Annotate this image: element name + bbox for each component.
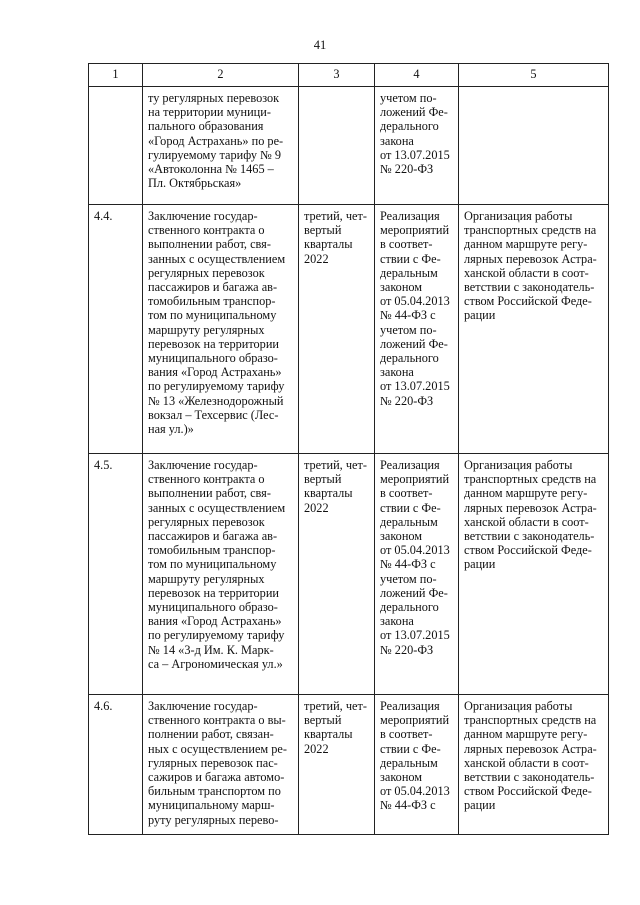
cell-text-line: дерального: [380, 119, 439, 134]
cell-text-line: ственного контракта о вы-: [148, 713, 286, 728]
cell-text-line: дерального: [380, 351, 439, 366]
cell-text-line: № 220-ФЗ: [380, 393, 434, 408]
cell-text-line: полнении работ, связан-: [148, 727, 274, 742]
cell-text-line: данном маршруте регу-: [464, 237, 588, 252]
cell-text-line: том по муниципальному: [148, 308, 277, 323]
cell-text-line: регулярных перевозок: [148, 514, 265, 529]
cell-text-line: муниципального образо-: [148, 351, 278, 366]
cell-text-line: № 44-ФЗ с: [380, 557, 436, 572]
cell-text-line: перевозок на территории: [148, 585, 279, 600]
cell-text-line: ветствии с законодатель-: [464, 529, 595, 544]
cell-text-line: ложений Фе-: [380, 585, 448, 600]
cell-number: [89, 87, 143, 205]
cell-result: [459, 205, 609, 454]
cell-text-line: томобильным транспор-: [148, 294, 276, 309]
cell-text-line: дерального: [380, 600, 439, 615]
cell-text-line: учетом по-: [380, 322, 437, 337]
cell-text-line: транспортных средств на: [464, 713, 597, 728]
page-number: 41: [313, 38, 327, 52]
header-col-2: 2: [143, 64, 299, 87]
cell-text-line: ложений Фе-: [380, 336, 448, 351]
cell-text-line: лярных перевозок Астра-: [464, 500, 597, 515]
cell-text-line: 2022: [304, 500, 329, 515]
table-row-continuation: [89, 87, 609, 205]
cell-text-line: законом: [380, 280, 423, 295]
cell-text-line: данном маршруте регу-: [464, 486, 588, 501]
cell-text-line: рации: [464, 557, 496, 572]
cell-text-line: № 44-ФЗ с: [380, 308, 436, 323]
cell-text-line: ту регулярных перевозок: [148, 91, 280, 105]
cell-text-line: мероприятий: [380, 713, 450, 728]
cell-text-line: муниципальному марш-: [148, 798, 275, 813]
cell-text-line: в соответ-: [380, 486, 433, 501]
cell-text-line: законом: [380, 529, 423, 544]
measures-table: [88, 63, 609, 835]
cell-result: [459, 695, 609, 835]
cell-text-line: от 05.04.2013: [380, 543, 450, 558]
cell-text-line: руту регулярных перево-: [148, 812, 279, 827]
cell-action: [143, 205, 299, 454]
cell-text-line: ветствии с законодатель-: [464, 280, 595, 295]
cell-text-line: гулярных перевозок пас-: [148, 755, 278, 770]
cell-text-line: ветствии с законодатель-: [464, 770, 595, 785]
cell-text-line: Пл. Октябрьская»: [148, 176, 242, 191]
cell-text-line: вания «Город Астрахань»: [148, 614, 282, 629]
cell-text-line: Организация работы: [464, 699, 573, 713]
cell-result: [459, 454, 609, 695]
cell-text-line: мероприятий: [380, 223, 450, 238]
cell-legal-basis: [375, 205, 459, 454]
cell-text-line: закона: [380, 365, 414, 380]
cell-text-line: вертый: [304, 472, 342, 487]
cell-text-line: от 13.07.2015: [380, 628, 450, 643]
cell-text-line: ствии с Фе-: [380, 251, 441, 266]
header-col-1: 1: [89, 64, 143, 87]
cell-text-line: са – Агрономическая ул.»: [148, 656, 283, 671]
cell-text-line: вертый: [304, 713, 342, 728]
cell-legal-basis: [375, 87, 459, 205]
cell-text-line: ханской области в соот-: [464, 265, 589, 280]
cell-text-line: учетом по-: [380, 571, 437, 586]
cell-text-line: кварталы: [304, 486, 353, 501]
cell-text-line: третий, чет-: [304, 209, 367, 223]
cell-text-line: мероприятий: [380, 472, 450, 487]
cell-text-line: пального образования: [148, 119, 264, 134]
cell-text-line: закона: [380, 614, 414, 629]
cell-legal-basis: [375, 454, 459, 695]
cell-text-line: в соответ-: [380, 237, 433, 252]
cell-text-line: третий, чет-: [304, 699, 367, 713]
header-col-5: 5: [459, 64, 609, 87]
cell-text-line: вертый: [304, 223, 342, 238]
cell-text-line: № 44-ФЗ с: [380, 798, 436, 813]
cell-result: [459, 87, 609, 205]
cell-text-line: законом: [380, 770, 423, 785]
cell-text-line: Реализация: [380, 699, 440, 713]
cell-text-line: ханской области в соот-: [464, 514, 589, 529]
cell-text-line: рации: [464, 798, 496, 813]
cell-text-line: ством Российской Феде-: [464, 543, 592, 558]
cell-text-line: Заключение государ-: [148, 699, 258, 713]
cell-action: [143, 454, 299, 695]
cell-text-line: № 220-ФЗ: [380, 642, 434, 657]
cell-text-line: кварталы: [304, 727, 353, 742]
cell-text-line: от 13.07.2015: [380, 147, 450, 162]
cell-text-line: «Автоколонна № 1465 –: [148, 162, 274, 177]
cell-text-line: закона: [380, 133, 414, 148]
cell-text-line: деральным: [380, 755, 438, 770]
cell-text-line: муниципального образо-: [148, 600, 278, 615]
cell-text-line: ложений Фе-: [380, 105, 448, 120]
cell-text-line: ствии с Фе-: [380, 741, 441, 756]
cell-text-line: регулярных перевозок: [148, 265, 265, 280]
cell-text-line: Реализация: [380, 458, 440, 472]
cell-text-line: Организация работы: [464, 458, 573, 472]
cell-period: [299, 454, 375, 695]
header-col-3: 3: [299, 64, 375, 87]
cell-legal-basis: [375, 695, 459, 835]
cell-text-line: кварталы: [304, 237, 353, 252]
cell-number: 4.5.: [89, 454, 143, 695]
header-col-4: 4: [375, 64, 459, 87]
cell-text-line: транспортных средств на: [464, 472, 597, 487]
cell-text-line: занных с осуществлением: [148, 500, 286, 515]
cell-text-line: ственного контракта о: [148, 472, 265, 487]
cell-text-line: гулируемому тарифу № 9: [148, 147, 282, 162]
cell-text-line: Заключение государ-: [148, 458, 258, 472]
cell-text-line: пассажиров и багажа ав-: [148, 529, 278, 544]
cell-action: [143, 695, 299, 835]
cell-text-line: третий, чет-: [304, 458, 367, 472]
cell-text-line: деральным: [380, 265, 438, 280]
cell-text-line: маршруту регулярных: [148, 571, 265, 586]
cell-text-line: ная ул.)»: [148, 422, 194, 437]
cell-text-line: от 05.04.2013: [380, 784, 450, 799]
cell-text-line: выполнении работ, свя-: [148, 486, 271, 501]
cell-text-line: 2022: [304, 251, 329, 266]
table-header-row: [89, 64, 609, 87]
cell-text-line: том по муниципальному: [148, 557, 277, 572]
cell-text-line: Организация работы: [464, 209, 573, 223]
cell-text-line: ством Российской Феде-: [464, 294, 592, 309]
cell-text-line: по регулируемому тарифу: [148, 379, 285, 394]
cell-text-line: учетом по-: [380, 91, 437, 105]
cell-number: 4.4.: [89, 205, 143, 454]
cell-text-line: вокзал – Техсервис (Лес-: [148, 407, 279, 422]
cell-period: [299, 205, 375, 454]
cell-text-line: Заключение государ-: [148, 209, 258, 223]
cell-text-line: № 14 «3-д Им. К. Марк-: [148, 642, 274, 657]
cell-text-line: № 13 «Железнодорожный: [148, 393, 284, 408]
cell-text-line: по регулируемому тарифу: [148, 628, 285, 643]
cell-text-line: «Город Астрахань» по ре-: [148, 133, 284, 148]
table-row-4-4: [89, 205, 609, 454]
cell-text-line: от 05.04.2013: [380, 294, 450, 309]
cell-text-line: № 220-ФЗ: [380, 162, 434, 177]
cell-text-line: пассажиров и багажа ав-: [148, 280, 278, 295]
cell-text-line: деральным: [380, 514, 438, 529]
table-row-4-6: [89, 695, 609, 835]
cell-period: [299, 695, 375, 835]
cell-text-line: Реализация: [380, 209, 440, 223]
table-row-4-5: [89, 454, 609, 695]
cell-text-line: от 13.07.2015: [380, 379, 450, 394]
cell-text-line: лярных перевозок Астра-: [464, 741, 597, 756]
cell-text-line: 2022: [304, 741, 329, 756]
cell-text-line: ханской области в соот-: [464, 755, 589, 770]
cell-text-line: маршруту регулярных: [148, 322, 265, 337]
cell-text-line: занных с осуществлением: [148, 251, 286, 266]
cell-text-line: ных с осуществлением ре-: [148, 741, 287, 756]
cell-text-line: бильным транспортом по: [148, 784, 281, 799]
cell-text-line: данном маршруте регу-: [464, 727, 588, 742]
cell-text-line: выполнении работ, свя-: [148, 237, 271, 252]
cell-text-line: ствии с Фе-: [380, 500, 441, 515]
cell-text-line: транспортных средств на: [464, 223, 597, 238]
cell-text-line: томобильным транспор-: [148, 543, 276, 558]
cell-text-line: ством Российской Феде-: [464, 784, 592, 799]
cell-text-line: ственного контракта о: [148, 223, 265, 238]
cell-number: 4.6.: [89, 695, 143, 835]
cell-action: [143, 87, 299, 205]
cell-text-line: на территории муници-: [148, 105, 271, 120]
cell-text-line: вания «Город Астрахань»: [148, 365, 282, 380]
cell-text-line: в соответ-: [380, 727, 433, 742]
cell-text-line: перевозок на территории: [148, 336, 279, 351]
cell-period: [299, 87, 375, 205]
cell-text-line: лярных перевозок Астра-: [464, 251, 597, 266]
cell-text-line: сажиров и багажа автомо-: [148, 770, 285, 785]
cell-text-line: рации: [464, 308, 496, 323]
